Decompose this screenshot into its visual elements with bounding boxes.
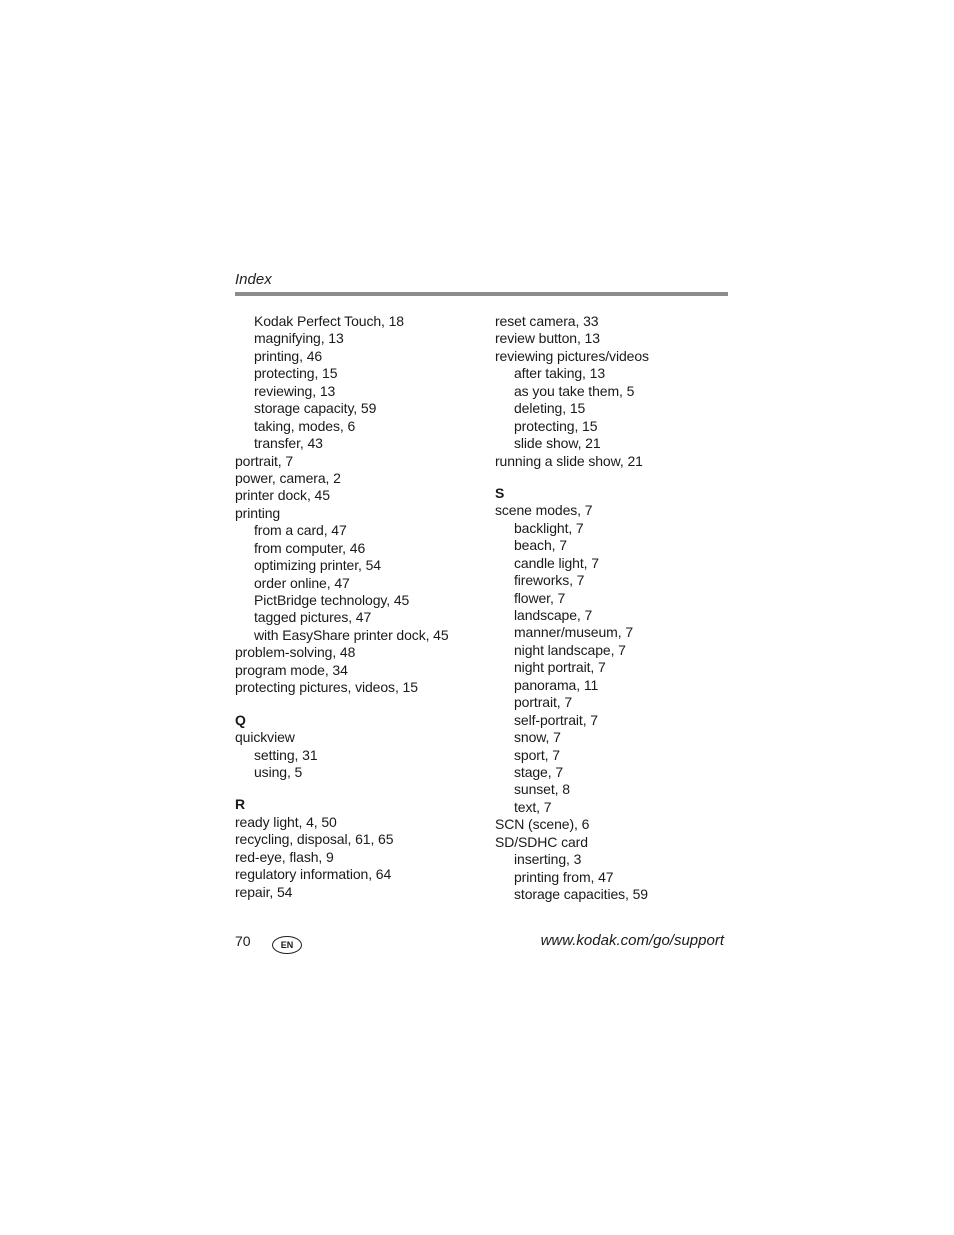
index-subentry: optimizing printer, 54 bbox=[254, 557, 381, 574]
index-entry: reset camera, 33 bbox=[495, 313, 599, 329]
index-entry: running a slide show, 21 bbox=[495, 452, 643, 469]
index-column-left bbox=[235, 313, 485, 901]
index-subentry: from computer, 46 bbox=[254, 539, 366, 556]
index-subentry: after taking, 13 bbox=[514, 365, 606, 382]
index-subentry: inserting, 3 bbox=[514, 851, 582, 868]
index-subentry: magnifying, 13 bbox=[254, 330, 344, 347]
index-subentry: transfer, 43 bbox=[254, 435, 323, 452]
index-entry: scene modes, 7 bbox=[495, 502, 593, 519]
index-entry: portrait, 7 bbox=[235, 452, 294, 469]
index-entry: quickview bbox=[235, 729, 295, 746]
index-entry: regulatory information, 64 bbox=[235, 866, 392, 883]
header-rule bbox=[235, 292, 728, 296]
index-subentry: panorama, 11 bbox=[514, 676, 599, 693]
index-subentry: sport, 7 bbox=[514, 746, 560, 763]
index-subentry: text, 7 bbox=[514, 798, 552, 815]
index-subentry: tagged pictures, 47 bbox=[254, 609, 372, 626]
index-subentry: protecting, 15 bbox=[254, 365, 338, 382]
index-subentry: reviewing, 13 bbox=[254, 382, 336, 399]
index-entry: SCN (scene), 6 bbox=[495, 816, 590, 833]
index-subentry: snow, 7 bbox=[514, 729, 561, 746]
index-subentry: with EasyShare printer dock, 45 bbox=[254, 626, 449, 643]
index-subentry: printing, 46 bbox=[254, 347, 323, 364]
index-subentry: printing from, 47 bbox=[514, 868, 614, 885]
index-entry: review button, 13 bbox=[495, 330, 600, 347]
page-header-title: Index bbox=[235, 271, 272, 288]
index-column-right bbox=[495, 313, 745, 903]
index-subentry: landscape, 7 bbox=[514, 607, 593, 623]
index-subentry: PictBridge technology, 45 bbox=[254, 592, 410, 608]
index-entry: problem-solving, 48 bbox=[235, 644, 356, 661]
index-subentry: slide show, 21 bbox=[514, 435, 601, 452]
index-entry: recycling, disposal, 61, 65 bbox=[235, 831, 394, 848]
index-subentry: taking, modes, 6 bbox=[254, 417, 356, 434]
index-letter-heading: Q bbox=[235, 711, 246, 728]
index-subentry: beach, 7 bbox=[514, 537, 567, 554]
index-subentry: from a card, 47 bbox=[254, 522, 347, 539]
index-entry: power, camera, 2 bbox=[235, 469, 341, 486]
index-subentry: Kodak Perfect Touch, 18 bbox=[254, 313, 404, 329]
index-entry: ready light, 4, 50 bbox=[235, 813, 337, 830]
index-subentry: sunset, 8 bbox=[514, 781, 570, 798]
index-subentry: portrait, 7 bbox=[514, 694, 573, 711]
index-subentry: order online, 47 bbox=[254, 574, 350, 591]
index-entry: SD/SDHC card bbox=[495, 833, 588, 850]
index-subentry: setting, 31 bbox=[254, 746, 318, 763]
index-letter-heading: R bbox=[235, 796, 246, 813]
index-letter-heading: S bbox=[495, 484, 505, 501]
index-subentry: storage capacities, 59 bbox=[514, 886, 648, 902]
index-entry: program mode, 34 bbox=[235, 661, 348, 678]
index-entry: repair, 54 bbox=[235, 883, 293, 900]
index-subentry: deleting, 15 bbox=[514, 400, 586, 417]
index-subentry: fireworks, 7 bbox=[514, 572, 585, 589]
index-subentry: backlight, 7 bbox=[514, 519, 584, 536]
page-number: 70 bbox=[235, 933, 251, 949]
index-subentry: storage capacity, 59 bbox=[254, 400, 377, 417]
index-subentry: candle light, 7 bbox=[514, 554, 599, 571]
index-subentry: stage, 7 bbox=[514, 763, 564, 780]
index-subentry: as you take them, 5 bbox=[514, 382, 635, 399]
index-entry: printer dock, 45 bbox=[235, 487, 330, 504]
index-subentry: protecting, 15 bbox=[514, 417, 598, 434]
index-subentry: using, 5 bbox=[254, 763, 303, 780]
index-entry: protecting pictures, videos, 15 bbox=[235, 679, 418, 696]
support-url-link[interactable]: www.kodak.com/go/support bbox=[540, 932, 724, 949]
index-subentry: night landscape, 7 bbox=[514, 641, 626, 658]
index-entry: red-eye, flash, 9 bbox=[235, 848, 334, 865]
index-entry: printing bbox=[235, 504, 281, 521]
index-subentry: flower, 7 bbox=[514, 589, 566, 606]
index-subentry: self-portrait, 7 bbox=[514, 711, 598, 728]
index-subentry: manner/museum, 7 bbox=[514, 624, 634, 641]
index-entry: reviewing pictures/videos bbox=[495, 347, 649, 364]
language-badge: EN bbox=[272, 936, 302, 954]
index-subentry: night portrait, 7 bbox=[514, 659, 606, 676]
